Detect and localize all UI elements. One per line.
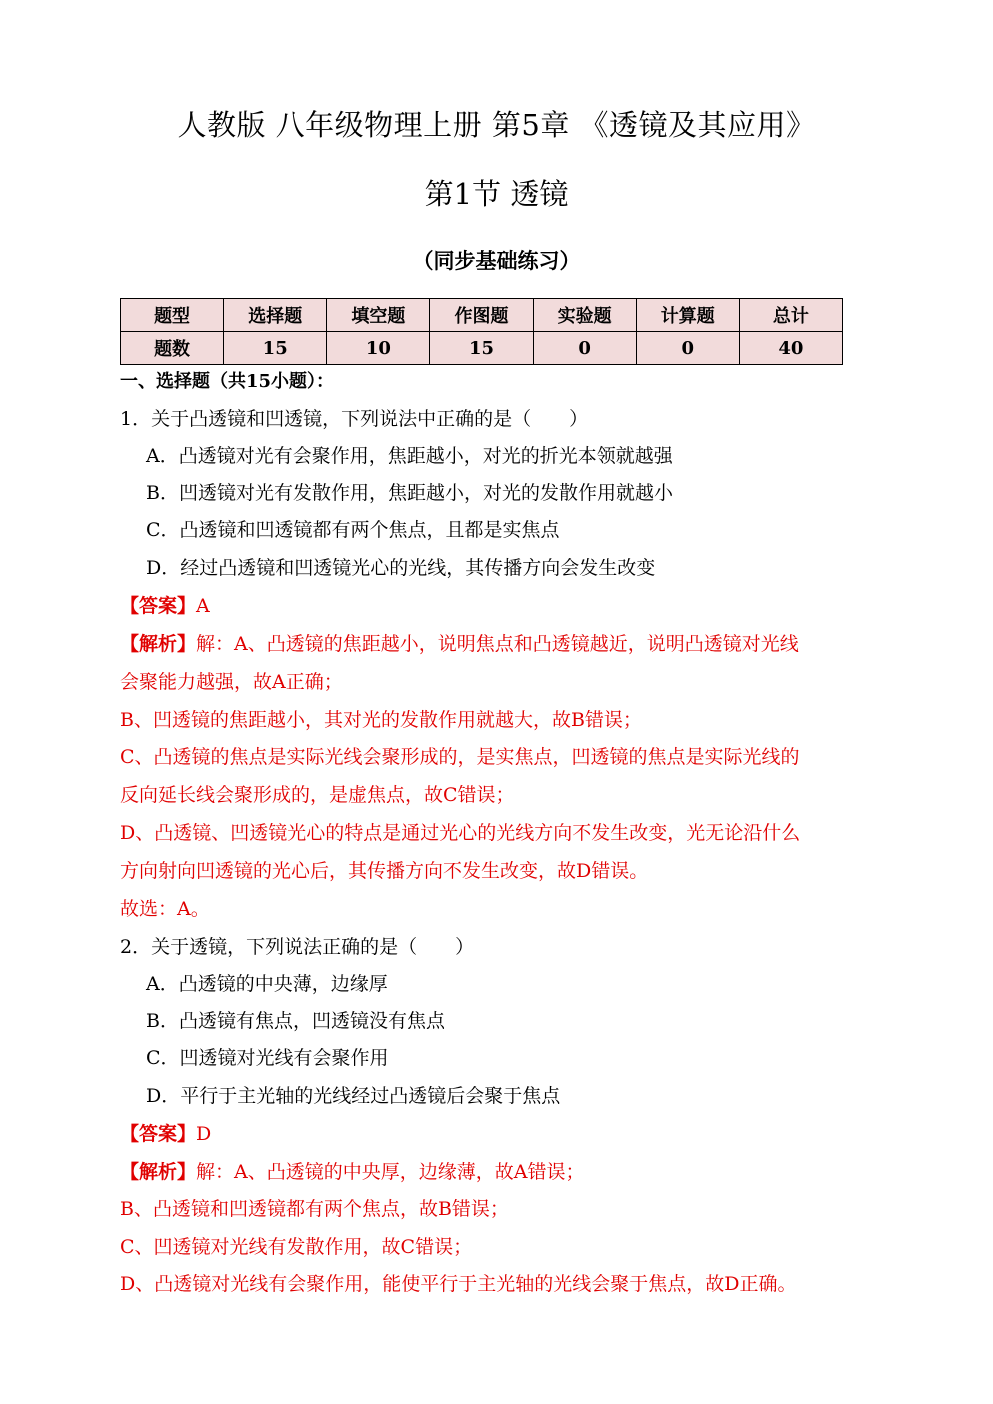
question-option: B．凸透镜有焦点，凹透镜没有焦点 — [146, 1010, 445, 1032]
section-heading: 一、选择题（共15小题）： — [120, 371, 335, 392]
answer-value: D — [196, 1123, 212, 1145]
analysis-text: C、凸透镜的焦点是实际光线会聚形成的，是实焦点，凹透镜的焦点是实际光线的 — [120, 746, 800, 768]
analysis-text: 解：A、凸透镜的中央厚，边缘薄，故A错误； — [196, 1161, 585, 1183]
table-cell: 15 — [224, 332, 327, 365]
analysis-text: 故选：A。 — [120, 898, 210, 920]
analysis-text: 解：A、凸透镜的焦距越小，说明焦点和凸透镜越近，说明凸透镜对光线 — [196, 633, 799, 655]
answer-tag: 【答案】 — [120, 1123, 197, 1145]
question-option: C．凹透镜对光线有会聚作用 — [146, 1047, 389, 1069]
table-cell: 15 — [430, 332, 533, 365]
analysis-line — [120, 1160, 584, 1184]
analysis-text: 会聚能力越强，故A正确； — [120, 671, 343, 693]
analysis-text: B、凹透镜的焦距越小，其对光的发散作用就越大，故B错误； — [120, 709, 642, 731]
document-title: 人教版 八年级物理上册 第5章 《透镜及其应用》 — [177, 108, 816, 142]
analysis-tag: 【解析】 — [120, 633, 197, 655]
analysis-text: 方向射向凹透镜的光心后，其传播方向不发生改变，故D错误。 — [120, 860, 649, 882]
question-option: D．经过凸透镜和凹透镜光心的光线，其传播方向会发生改变 — [146, 557, 656, 579]
answer-line — [120, 594, 210, 618]
table-cell: 题数 — [121, 332, 224, 365]
question-stem: 1．关于凸透镜和凹透镜，下列说法中正确的是（ ） — [120, 408, 589, 430]
table-cell: 计算题 — [636, 299, 739, 332]
table-cell: 题型 — [121, 299, 224, 332]
answer-value: A — [196, 595, 210, 617]
table-cell: 总计 — [739, 299, 842, 332]
question-stem: 2．关于透镜，下列说法正确的是（ ） — [120, 936, 475, 958]
question-count-table — [120, 298, 843, 365]
answer-tag: 【答案】 — [120, 595, 197, 617]
table-cell: 0 — [533, 332, 636, 365]
analysis-text: B、凸透镜和凹透镜都有两个焦点，故B错误； — [120, 1198, 509, 1220]
practice-label: （同步基础练习） — [412, 248, 581, 273]
question-option: C．凸透镜和凹透镜都有两个焦点，且都是实焦点 — [146, 519, 560, 541]
table-header-row — [121, 299, 843, 332]
question-option: B．凹透镜对光有发散作用，焦距越小，对光的发散作用就越小 — [146, 482, 673, 504]
table-cell: 10 — [327, 332, 430, 365]
answer-line — [120, 1122, 211, 1146]
question-option: A．凸透镜的中央薄，边缘厚 — [146, 973, 388, 995]
table-row — [121, 332, 843, 365]
section-title: 第1节 透镜 — [424, 177, 569, 211]
analysis-text: D、凸透镜、凹透镜光心的特点是通过光心的光线方向不发生改变，光无论沿什么 — [120, 822, 801, 844]
table-cell: 填空题 — [327, 299, 430, 332]
table-cell: 选择题 — [224, 299, 327, 332]
analysis-line — [120, 632, 799, 656]
table-cell: 0 — [636, 332, 739, 365]
question-option: A．凸透镜对光有会聚作用，焦距越小，对光的折光本领就越强 — [146, 445, 673, 467]
analysis-text: D、凸透镜对光线有会聚作用，能使平行于主光轴的光线会聚于焦点，故D正确。 — [120, 1273, 797, 1295]
table-cell: 作图题 — [430, 299, 533, 332]
analysis-text: 反向延长线会聚形成的，是虚焦点，故C错误； — [120, 784, 515, 806]
question-option: D．平行于主光轴的光线经过凸透镜后会聚于焦点 — [146, 1085, 561, 1107]
analysis-tag: 【解析】 — [120, 1161, 197, 1183]
table-cell: 实验题 — [533, 299, 636, 332]
table-cell: 40 — [739, 332, 842, 365]
analysis-text: C、凹透镜对光线有发散作用，故C错误； — [120, 1236, 473, 1258]
